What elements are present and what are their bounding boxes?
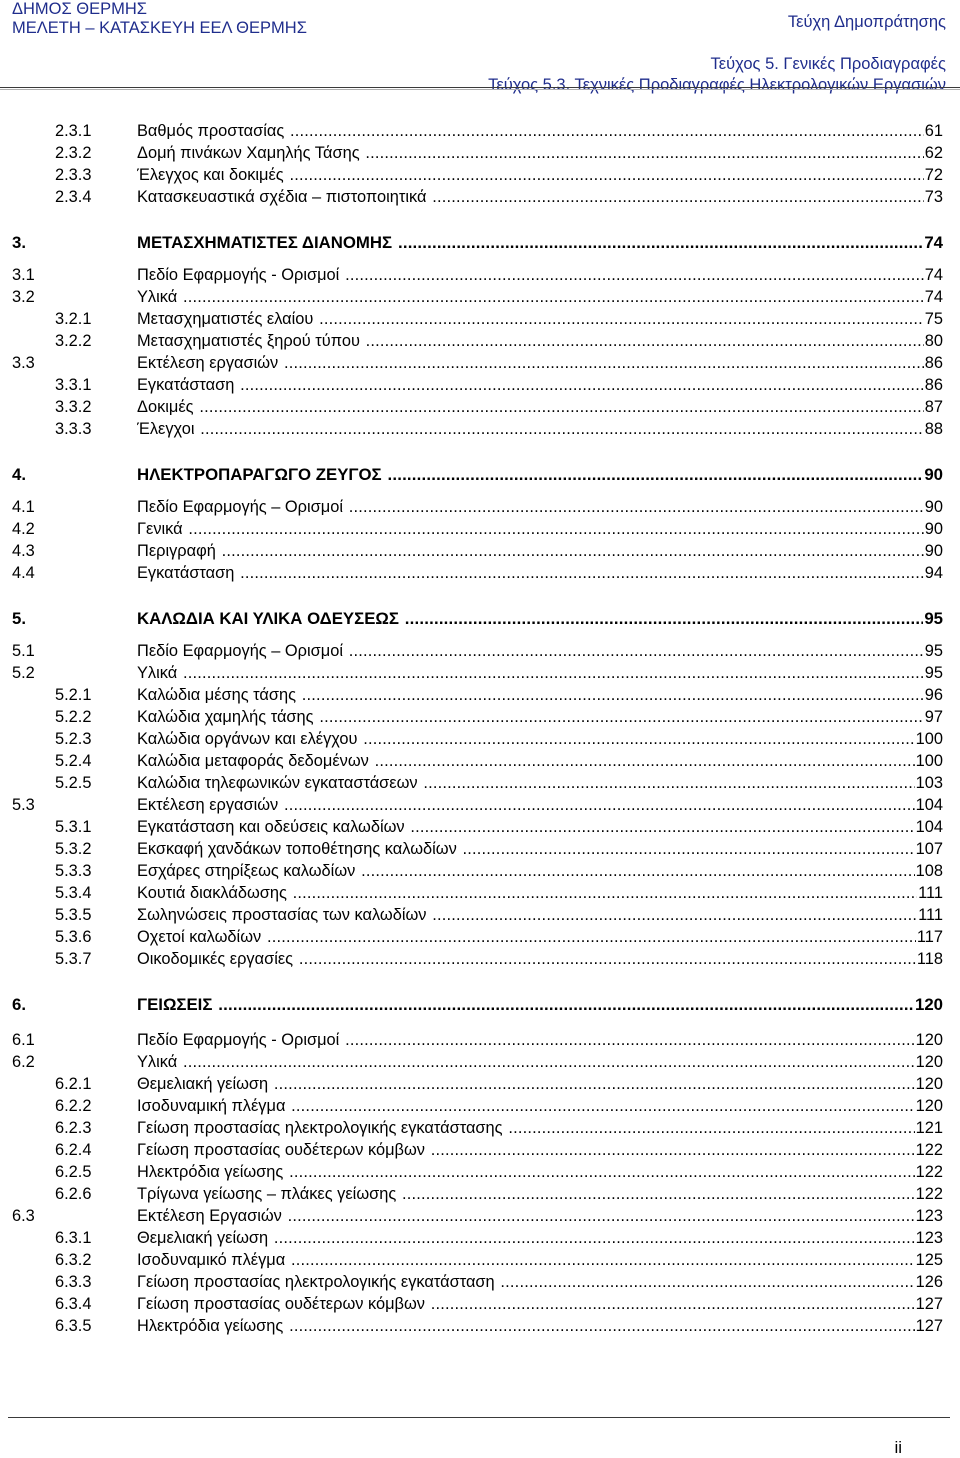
- toc-entry[interactable]: [0, 308, 960, 330]
- toc-entry-number: 4.2: [12, 520, 35, 538]
- toc-entry-title: Πεδίο Εφαρμογής – Ορισμοί .....: [137, 640, 924, 662]
- toc-entry-number: 5.1: [12, 642, 35, 660]
- toc-entry-number: 3.3.3: [55, 420, 92, 438]
- toc-entry-number: 6.2.1: [55, 1075, 92, 1093]
- toc-entry-page: 120: [915, 1031, 943, 1049]
- toc-entry[interactable]: [0, 772, 960, 794]
- toc-entry-page: 86: [924, 376, 943, 394]
- toc-entry-number: 4.3: [12, 542, 35, 560]
- toc-entry-title: ΓΕΙΩΣΕΙΣ .....: [137, 994, 914, 1016]
- volume-title: Τεύχος 5. Γενικές Προδιαγραφές: [710, 55, 946, 73]
- toc-entry[interactable]: [0, 418, 960, 440]
- toc-entry-number: 5.3.2: [55, 840, 92, 858]
- toc-entry-title: ΗΛΕΚΤΡΟΠΑΡΑΓΩΓΟ ΖΕΥΓΟΣ .....: [137, 464, 923, 486]
- toc-entry-number: 2.3.2: [55, 144, 92, 162]
- toc-entry-title: Γείωση προστασίας ουδέτερων κόμβων .....: [137, 1293, 915, 1315]
- toc-entry-number: 5.2.2: [55, 708, 92, 726]
- toc-entry[interactable]: [0, 1205, 960, 1227]
- toc-entry-title: Πεδίο Εφαρμογής - Ορισμοί .....: [137, 1029, 915, 1051]
- toc-entry-page: 90: [924, 465, 943, 484]
- project-title: ΜΕΛΕΤΗ – ΚΑΤΑΣΚΕΥΗ ΕΕΛ ΘΕΡΜΗΣ: [12, 19, 307, 37]
- toc-entry-number: 6.3: [12, 1207, 35, 1225]
- toc-entry-page: 96: [924, 686, 943, 704]
- toc-entry[interactable]: [0, 794, 960, 816]
- toc-entry[interactable]: [0, 374, 960, 396]
- toc-entry-title: Ισοδυναμικό πλέγμα .....: [137, 1249, 915, 1271]
- toc-entry-number: 2.3.4: [55, 188, 92, 206]
- toc-entry[interactable]: [0, 684, 960, 706]
- toc-entry-title: Μετασχηματιστές ξηρού τύπου .....: [137, 330, 924, 352]
- toc-entry[interactable]: [0, 1315, 960, 1337]
- toc-entry-page: 74: [924, 266, 943, 284]
- toc-entry-title: Βαθμός προστασίας .....: [137, 120, 924, 142]
- toc-entry-number: 3.3.1: [55, 376, 92, 394]
- toc-entry-page: 127: [915, 1317, 943, 1335]
- toc-entry-title: Κατασκευαστικά σχέδια – πιστοποιητικά .....: [137, 186, 924, 208]
- toc-entry-page: 62: [924, 144, 943, 162]
- header-divider: [0, 87, 960, 88]
- toc-entry-page: 120: [915, 1053, 943, 1071]
- toc-entry[interactable]: [0, 518, 960, 540]
- toc-entry-title: Εκτέλεση Εργασιών .....: [137, 1205, 915, 1227]
- toc-entry-number: 5.3.1: [55, 818, 92, 836]
- toc-entry-title: Υλικά .....: [137, 662, 924, 684]
- toc-entry-title: Εκτέλεση εργασιών .....: [137, 794, 915, 816]
- toc-entry-page: 95: [924, 642, 943, 660]
- toc-entry-page: 74: [924, 288, 943, 306]
- toc-entry-title: Έλεγχος και δοκιμές .....: [137, 164, 924, 186]
- toc-entry[interactable]: [0, 1227, 960, 1249]
- toc-entry[interactable]: [0, 540, 960, 562]
- toc-entry-number: 5.2.1: [55, 686, 92, 704]
- toc-entry-number: 6.2.3: [55, 1119, 92, 1137]
- toc-entry-title: Ηλεκτρόδια γείωσης .....: [137, 1161, 915, 1183]
- toc-entry[interactable]: [0, 608, 960, 630]
- toc-entry-number: 6.2.2: [55, 1097, 92, 1115]
- toc-entry-title: Υλικά .....: [137, 286, 924, 308]
- toc-entry[interactable]: [0, 1051, 960, 1073]
- toc-entry-number: 6.2: [12, 1053, 35, 1071]
- toc-entry-number: 6.2.6: [55, 1185, 92, 1203]
- page-number: ii: [894, 1438, 902, 1457]
- toc-entry-number: 5.2: [12, 664, 35, 682]
- toc-entry-title: Θεμελιακή γείωση .....: [137, 1073, 915, 1095]
- toc-entry-number: 5.3.5: [55, 906, 92, 924]
- toc-entry-page: 72: [924, 166, 943, 184]
- header-divider-secondary: [0, 89, 960, 90]
- toc-entry[interactable]: [0, 1029, 960, 1051]
- toc-entry-number: 3.3: [12, 354, 35, 372]
- toc-entry-page: 74: [924, 233, 943, 252]
- toc-entry-page: 108: [915, 862, 943, 880]
- municipality-name: ΔΗΜΟΣ ΘΕΡΜΗΣ: [12, 0, 148, 18]
- toc-entry-page: 86: [924, 354, 943, 372]
- toc-entry-number: 3.1: [12, 266, 35, 284]
- footer-divider: [8, 1417, 950, 1418]
- toc-entry-page: 122: [915, 1185, 943, 1203]
- toc-entry[interactable]: [0, 838, 960, 860]
- toc-entry[interactable]: [0, 860, 960, 882]
- toc-entry-number: 2.3.3: [55, 166, 92, 184]
- toc-entry-title: Ηλεκτρόδια γείωσης .....: [137, 1315, 915, 1337]
- toc-entry-page: 75: [924, 310, 943, 328]
- toc-entry-title: Περιγραφή .....: [137, 540, 924, 562]
- toc-entry-number: 5.3.6: [55, 928, 92, 946]
- toc-entry-number: 4.: [12, 465, 26, 484]
- toc-entry[interactable]: [0, 994, 960, 1016]
- toc-entry-title: Καλώδια χαμηλής τάσης .....: [137, 706, 924, 728]
- toc-entry-page: 87: [924, 398, 943, 416]
- toc-entry-number: 6.3.3: [55, 1273, 92, 1291]
- toc-entry-title: Δοκιμές .....: [137, 396, 924, 418]
- toc-entry-number: 3.2: [12, 288, 35, 306]
- toc-entry[interactable]: [0, 1249, 960, 1271]
- toc-entry-title: ΚΑΛΩΔΙΑ ΚΑΙ ΥΛΙΚΑ ΟΔΕΥΣΕΩΣ .....: [137, 608, 923, 630]
- toc-entry-number: 6.2.5: [55, 1163, 92, 1181]
- toc-entry-page: 88: [924, 420, 943, 438]
- toc-entry[interactable]: [0, 330, 960, 352]
- toc-entry-title: ΜΕΤΑΣΧΗΜΑΤΙΣΤΕΣ ΔΙΑΝΟΜΗΣ .....: [137, 232, 923, 254]
- toc-entry-number: 5.3.4: [55, 884, 92, 902]
- toc-entry[interactable]: [0, 1117, 960, 1139]
- toc-entry-number: 4.1: [12, 498, 35, 516]
- toc-entry[interactable]: [0, 948, 960, 970]
- toc-entry-page: 120: [915, 1097, 943, 1115]
- toc-entry-page: 122: [915, 1141, 943, 1159]
- toc-entry-page: 111: [918, 884, 943, 902]
- header-right: [488, 0, 946, 96]
- toc-entry-page: 100: [915, 752, 943, 770]
- toc-entry[interactable]: [0, 264, 960, 286]
- toc-entry-page: 117: [916, 928, 943, 946]
- toc-entry[interactable]: [0, 926, 960, 948]
- toc-entry[interactable]: [0, 464, 960, 486]
- toc-entry-title: Ισοδυναμική πλέγμα .....: [137, 1095, 915, 1117]
- toc-entry-title: Γενικά .....: [137, 518, 924, 540]
- toc-entry-title: Σωληνώσεις προστασίας των καλωδίων .....: [137, 904, 917, 926]
- toc-entry-page: 94: [924, 564, 943, 582]
- toc-entry-page: 107: [915, 840, 943, 858]
- toc-entry-number: 6.2.4: [55, 1141, 92, 1159]
- toc-entry-number: 5.3: [12, 796, 35, 814]
- toc-entry[interactable]: [0, 164, 960, 186]
- toc-entry-page: 118: [916, 950, 943, 968]
- toc-entry-number: 3.: [12, 233, 26, 252]
- toc-entry-page: 126: [915, 1273, 943, 1291]
- toc-entry-number: 6.3.5: [55, 1317, 92, 1335]
- toc-entry[interactable]: [0, 496, 960, 518]
- toc-entry[interactable]: [0, 882, 960, 904]
- toc-entry[interactable]: [0, 904, 960, 926]
- toc-entry-number: 6.: [12, 995, 26, 1014]
- toc-entry[interactable]: [0, 816, 960, 838]
- toc-entry[interactable]: [0, 1095, 960, 1117]
- toc-entry[interactable]: [0, 662, 960, 684]
- toc-entry-title: Πεδίο Εφαρμογής – Ορισμοί .....: [137, 496, 924, 518]
- toc-entry-number: 5.: [12, 609, 26, 628]
- subvolume-title: Τεύχος 5.3. Τεχνικές Προδιαγραφές Ηλεκτρολογικών Εργασιών: [488, 76, 946, 94]
- toc-entry-number: 6.3.1: [55, 1229, 92, 1247]
- toc-entry-page: 90: [924, 498, 943, 516]
- toc-entry-title: Καλώδια μεταφοράς δεδομένων .....: [137, 750, 915, 772]
- toc-entry[interactable]: [0, 186, 960, 208]
- toc-entry-title: Καλώδια οργάνων και ελέγχου .....: [137, 728, 915, 750]
- toc-entry-title: Καλώδια τηλεφωνικών εγκαταστάσεων .....: [137, 772, 915, 794]
- toc-entry-number: 5.2.4: [55, 752, 92, 770]
- toc-entry-number: 5.2.3: [55, 730, 92, 748]
- toc-entry-number: 3.2.1: [55, 310, 92, 328]
- toc-entry-title: Θεμελιακή γείωση .....: [137, 1227, 915, 1249]
- toc-entry-number: 5.2.5: [55, 774, 92, 792]
- toc-entry-title: Εγκατάσταση .....: [137, 562, 924, 584]
- toc-entry-title: Οχετοί καλωδίων .....: [137, 926, 916, 948]
- toc-entry[interactable]: [0, 232, 960, 254]
- toc-entry-title: Τρίγωνα γείωσης – πλάκες γείωσης .....: [137, 1183, 915, 1205]
- toc-entry-title: Πεδίο Εφαρμογής - Ορισμοί .....: [137, 264, 924, 286]
- document-set-title: Τεύχη Δημοπράτησης: [787, 13, 946, 31]
- toc-entry-number: 5.3.7: [55, 950, 92, 968]
- toc-entry-number: 6.1: [12, 1031, 35, 1049]
- toc-entry-title: Εσχάρες στηρίξεως καλωδίων .....: [137, 860, 915, 882]
- toc-entry-title: Γείωση προστασίας ουδέτερων κόμβων .....: [137, 1139, 915, 1161]
- toc-entry-title: Δομή πινάκων Χαμηλής Τάσης .....: [137, 142, 924, 164]
- toc-entry-page: 100: [915, 730, 943, 748]
- toc-entry-title: Εγκατάσταση και οδεύσεις καλωδίων .....: [137, 816, 915, 838]
- toc-entry-title: Εκσκαφή χανδάκων τοποθέτησης καλωδίων .....: [137, 838, 915, 860]
- toc-entry-page: 123: [915, 1207, 943, 1225]
- toc-entry[interactable]: [0, 728, 960, 750]
- toc-entry-title: Καλώδια μέσης τάσης .....: [137, 684, 924, 706]
- toc-entry-title: Γείωση προστασίας ηλεκτρολογικής εγκατάστασης .....: [137, 1117, 915, 1139]
- toc-entry[interactable]: [0, 1161, 960, 1183]
- toc-entry-page: 120: [915, 1075, 943, 1093]
- toc-entry-number: 3.3.2: [55, 398, 92, 416]
- toc-entry[interactable]: [0, 1139, 960, 1161]
- toc-entry[interactable]: [0, 142, 960, 164]
- toc-entry[interactable]: [0, 640, 960, 662]
- toc-entry-page: 121: [915, 1119, 943, 1137]
- toc-entry-page: 104: [915, 818, 943, 836]
- toc-entry-page: 73: [924, 188, 943, 206]
- toc-entry-number: 5.3.3: [55, 862, 92, 880]
- toc-entry-page: 95: [924, 609, 943, 628]
- toc-entry[interactable]: [0, 396, 960, 418]
- toc-entry-number: 2.3.1: [55, 122, 92, 140]
- toc-entry[interactable]: [0, 1183, 960, 1205]
- toc-entry[interactable]: [0, 1293, 960, 1315]
- toc-entry[interactable]: [0, 750, 960, 772]
- toc-entry[interactable]: [0, 286, 960, 308]
- toc-entry-title: Γείωση προστασίας ηλεκτρολογικής εγκατάσταση .....: [137, 1271, 915, 1293]
- toc-entry[interactable]: [0, 706, 960, 728]
- toc-entry-title: Οικοδομικές εργασίες .....: [137, 948, 916, 970]
- toc-entry-page: 125: [915, 1251, 943, 1269]
- toc-entry-page: 120: [915, 995, 943, 1014]
- toc-entry[interactable]: [0, 1073, 960, 1095]
- toc-entry-number: 6.3.4: [55, 1295, 92, 1313]
- toc-entry-title: Εγκατάσταση .....: [137, 374, 924, 396]
- toc-entry-title: Μετασχηματιστές ελαίου .....: [137, 308, 924, 330]
- toc-entry-page: 90: [924, 542, 943, 560]
- toc-entry[interactable]: [0, 120, 960, 142]
- toc-entry[interactable]: [0, 562, 960, 584]
- toc-entry-page: 95: [924, 664, 943, 682]
- toc-entry-title: Κουτιά διακλάδωσης .....: [137, 882, 917, 904]
- toc-entry-title: Έλεγχοι .....: [137, 418, 924, 440]
- toc-entry-page: 61: [924, 122, 943, 140]
- toc-entry-number: 4.4: [12, 564, 35, 582]
- toc-entry-page: 122: [915, 1163, 943, 1181]
- toc-entry-title: Υλικά .....: [137, 1051, 915, 1073]
- toc-entry-page: 97: [924, 708, 943, 726]
- toc-entry-page: 80: [924, 332, 943, 350]
- toc-entry-title: Εκτέλεση εργασιών .....: [137, 352, 924, 374]
- toc-entry-page: 127: [915, 1295, 943, 1313]
- toc-entry-page: 103: [915, 774, 943, 792]
- toc-entry-number: 3.2.2: [55, 332, 92, 350]
- toc-entry[interactable]: [0, 352, 960, 374]
- header-left: [12, 0, 307, 38]
- toc-entry-number: 6.3.2: [55, 1251, 92, 1269]
- toc-entry-page: 104: [915, 796, 943, 814]
- toc-entry-page: 90: [924, 520, 943, 538]
- toc-entry-page: 111: [918, 906, 943, 924]
- toc-entry-page: 123: [915, 1229, 943, 1247]
- toc-entry[interactable]: [0, 1271, 960, 1293]
